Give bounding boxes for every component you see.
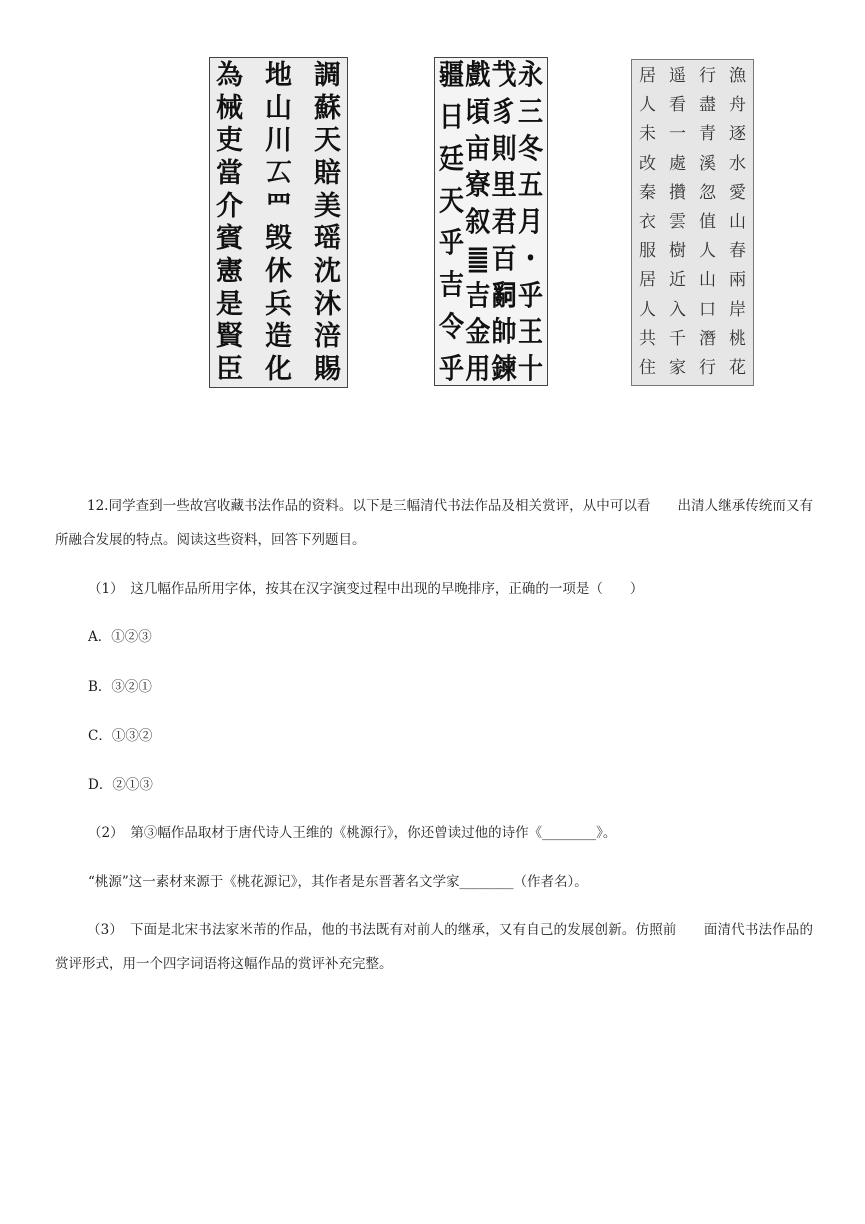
calligraphy-character: 住 — [639, 357, 656, 378]
calligraphy-character: 口 — [699, 299, 716, 320]
calligraphy-character: 天 — [439, 184, 465, 217]
calligraphy-character: 乎 — [439, 226, 465, 259]
calligraphy-character: 吉 — [439, 268, 465, 301]
calligraphy-character: 秦 — [639, 182, 656, 203]
calligraphy-character: 為 — [216, 60, 243, 91]
calligraphy-column — [639, 68, 656, 377]
calligraphy-character: 漁 — [729, 66, 746, 86]
calligraphy-character: 介 — [216, 190, 243, 222]
calligraphy-character: 攢 — [669, 182, 686, 203]
calligraphy-character: 樹 — [669, 241, 686, 262]
calligraphy-character: 逐 — [729, 124, 746, 145]
calligraphy-character: 械 — [216, 92, 243, 124]
calligraphy-character: 𠫔 — [265, 157, 292, 189]
calligraphy-character: 千 — [669, 328, 686, 349]
calligraphy-column — [669, 68, 686, 377]
calligraphy-character: 毁 — [265, 223, 292, 255]
sub-question-3: （3） 下面是北宋书法家米芾的作品，他的书法既有对前人的继承，又有自己的发展创新。仿照前 面清代书法作品的赏评形式，用一个四字词语将这幅作品的赏评补充完整。 — [55, 922, 813, 972]
calligraphy-column — [491, 58, 517, 385]
calligraphy-character: 化 — [265, 353, 292, 385]
calligraphy-column — [517, 58, 543, 385]
calligraphy-character: 桃 — [729, 328, 746, 349]
calligraphy-character: 值 — [699, 211, 716, 232]
calligraphy-character: 岸 — [729, 299, 746, 320]
calligraphy-character: 永 — [517, 58, 543, 91]
calligraphy-character: 調 — [314, 60, 341, 91]
calligraphy-character: 春 — [729, 241, 746, 262]
calligraphy-character: 居 — [639, 66, 656, 86]
calligraphy-column — [439, 58, 465, 385]
calligraphy-character: 沈 — [314, 255, 341, 287]
calligraphy-character: 頃 — [465, 95, 491, 128]
calligraphy-character: 潛 — [699, 328, 716, 349]
calligraphy-character: 則 — [491, 131, 517, 165]
calligraphy-character: 盡 — [699, 95, 716, 116]
calligraphy-character: 山 — [699, 270, 716, 291]
calligraphy-character: 蘇 — [314, 92, 341, 124]
calligraphy-column — [729, 68, 746, 377]
calligraphy-character: 寮 — [465, 168, 491, 201]
calligraphy-character: 花 — [729, 357, 746, 378]
sub-question-2-follow: “桃源”这一素材来源于《桃花源记》，其作者是东晋著名文学家________（作者名）。 — [88, 874, 588, 890]
calligraphy-character: 一 — [669, 124, 686, 145]
calligraphy-character: 豸 — [491, 95, 517, 128]
calligraphy-character: 山 — [729, 211, 746, 232]
option-d: D．②①③ — [88, 777, 153, 793]
calligraphy-character: 近 — [669, 270, 686, 291]
calligraphy-character: 看 — [669, 95, 686, 116]
calligraphy-character: 君 — [491, 205, 517, 238]
calligraphy-column — [314, 62, 341, 383]
calligraphy-character: 賓 — [216, 223, 243, 255]
calligraphy-character: 涪 — [314, 321, 341, 353]
calligraphy-character: 兵 — [265, 288, 292, 320]
calligraphy-character: 叙 — [465, 205, 491, 238]
calligraphy-character: 遥 — [669, 66, 686, 86]
calligraphy-character: 行 — [699, 357, 716, 378]
calligraphy-character: 五 — [517, 168, 543, 201]
calligraphy-character: 兩 — [729, 270, 746, 291]
calligraphy-character: 人 — [639, 95, 656, 116]
option-c: C．①③② — [88, 728, 153, 744]
calligraphy-character: 服 — [639, 241, 656, 262]
calligraphy-image-1 — [209, 57, 348, 388]
calligraphy-character: 廷 — [439, 142, 465, 175]
calligraphy-column — [265, 62, 292, 383]
calligraphy-character: 瑶 — [314, 223, 341, 255]
calligraphy-character: 是 — [216, 288, 243, 320]
calligraphy-character: 人 — [639, 299, 656, 320]
calligraphy-character: 乎 — [439, 352, 465, 385]
calligraphy-character: 沐 — [314, 288, 341, 320]
calligraphy-character: 未 — [639, 124, 656, 145]
calligraphy-character: 王 — [517, 315, 543, 348]
calligraphy-character: 臣 — [216, 353, 243, 385]
calligraphy-character: 青 — [699, 124, 716, 145]
calligraphy-character: 愛 — [729, 182, 746, 203]
calligraphy-character: 日 — [439, 100, 465, 133]
calligraphy-character: 百 — [491, 242, 517, 275]
calligraphy-character: 𢦏 — [491, 58, 517, 91]
calligraphy-image-2 — [434, 57, 548, 386]
calligraphy-character: ・ — [517, 242, 543, 275]
calligraphy-character: 用 — [465, 352, 491, 385]
calligraphy-character: 共 — [639, 328, 656, 349]
calligraphy-character: 賠 — [314, 157, 341, 189]
calligraphy-character: 天 — [314, 125, 341, 157]
calligraphy-character: 川 — [265, 125, 292, 157]
calligraphy-character: 亩 — [465, 131, 491, 165]
calligraphy-character: 戲 — [465, 58, 491, 91]
calligraphy-character: 水 — [729, 153, 746, 174]
calligraphy-image-3 — [631, 59, 754, 386]
calligraphy-character: 休 — [265, 255, 292, 287]
calligraphy-character: 十 — [517, 352, 543, 385]
calligraphy-character: 賜 — [314, 353, 341, 385]
calligraphy-character: 冬 — [517, 131, 543, 165]
calligraphy-character: 改 — [639, 153, 656, 174]
calligraphy-character: 溪 — [699, 153, 716, 174]
calligraphy-character: 地 — [265, 60, 292, 91]
calligraphy-character: 賢 — [216, 321, 243, 353]
calligraphy-character: ䷀ — [466, 242, 490, 275]
calligraphy-character: 入 — [669, 299, 686, 320]
calligraphy-character: 人 — [699, 241, 716, 262]
calligraphy-character: 令 — [439, 310, 465, 343]
calligraphy-character: 舟 — [729, 95, 746, 116]
calligraphy-column — [699, 68, 716, 377]
option-a: A．①②③ — [88, 629, 152, 645]
calligraphy-column — [465, 58, 491, 385]
calligraphy-character: 吉 — [465, 278, 491, 312]
calligraphy-character: 月 — [517, 205, 543, 238]
calligraphy-character: 忽 — [699, 182, 716, 203]
calligraphy-character: 當 — [216, 157, 243, 189]
calligraphy-character: 居 — [639, 270, 656, 291]
calligraphy-character: 鍊 — [491, 352, 517, 385]
sub-question-1: （1） 这几幅作品所用字体，按其在汉字演变过程中出现的早晚排序，正确的一项是（ ） — [88, 581, 644, 597]
calligraphy-character: 家 — [669, 357, 686, 378]
sub-question-2: （2） 第③幅作品取材于唐代诗人王维的《桃源行》，你还曾读过他的诗作《________》。 — [88, 825, 617, 841]
calligraphy-character: 帥 — [491, 315, 517, 348]
calligraphy-character: 乎 — [517, 278, 543, 312]
calligraphy-character: 金 — [465, 315, 491, 348]
calligraphy-character: 里 — [491, 168, 517, 201]
calligraphy-character: 造 — [265, 321, 292, 353]
question-intro: 12.同学查到一些故宫收藏书法作品的资料。以下是三幅清代书法作品及相关赏评，从中可以看 出清人继承传统而又有所融合发展的特点。阅读这些资料，回答下列题目。 — [55, 498, 813, 548]
calligraphy-character: 疆 — [439, 58, 465, 91]
calligraphy-character: 衣 — [639, 211, 656, 232]
calligraphy-character: 𤔲 — [491, 278, 517, 312]
calligraphy-character: 雲 — [669, 211, 686, 232]
calligraphy-character: 憲 — [216, 255, 243, 287]
calligraphy-character: 三 — [517, 95, 543, 128]
calligraphy-character: 吏 — [216, 125, 243, 157]
calligraphy-character: 行 — [699, 66, 716, 86]
calligraphy-character: 罒 — [265, 190, 292, 222]
calligraphy-character: 山 — [265, 92, 292, 124]
calligraphy-column — [216, 62, 243, 383]
calligraphy-character: 美 — [314, 190, 341, 222]
calligraphy-character: 處 — [669, 153, 686, 174]
option-b: B．③②① — [88, 679, 152, 695]
